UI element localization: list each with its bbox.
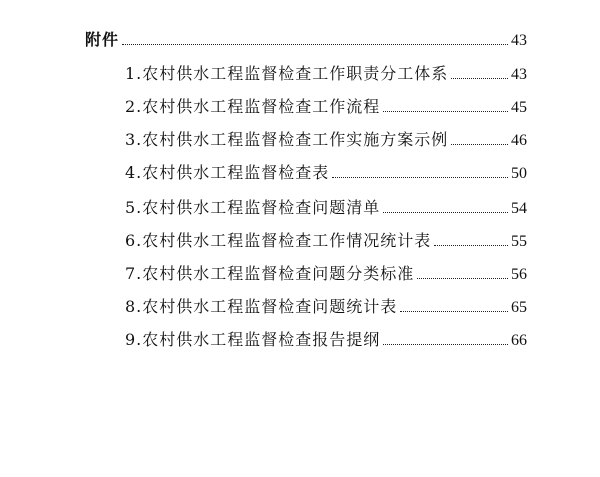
- toc-item-label: 5.农村供水工程监督检查问题清单: [125, 198, 381, 217]
- toc-item-8: [125, 297, 527, 318]
- toc-item-page: 56: [511, 266, 527, 283]
- toc-item-page: 43: [511, 66, 527, 83]
- toc-item-page: 65: [511, 299, 527, 316]
- toc-leader-dots: [383, 212, 508, 213]
- toc-item-4: [125, 163, 527, 184]
- toc-heading-page: 43: [511, 32, 527, 49]
- toc-leader-dots: [451, 144, 508, 145]
- toc-item-page: 50: [511, 165, 527, 182]
- toc-item-label: 8.农村供水工程监督检查问题统计表: [125, 297, 398, 316]
- toc-item-page: 66: [511, 332, 527, 349]
- toc-item-label: 4.农村供水工程监督检查表: [125, 163, 330, 182]
- toc-leader-dots: [383, 111, 508, 112]
- toc-item-label: 3.农村供水工程监督检查工作实施方案示例: [125, 130, 449, 149]
- toc-item-label: 9.农村供水工程监督检查报告提纲: [125, 330, 381, 349]
- toc-leader-dots: [122, 44, 508, 45]
- toc-leader-dots: [400, 311, 508, 312]
- toc-item-label: 7.农村供水工程监督检查问题分类标准: [125, 264, 415, 283]
- toc-item-7: [125, 264, 527, 285]
- toc-item-label: 1.农村供水工程监督检查工作职责分工体系: [125, 64, 449, 83]
- toc-leader-dots: [383, 344, 508, 345]
- toc-item-page: 54: [511, 200, 527, 217]
- toc-item-9: [125, 330, 527, 351]
- toc-item-page: 45: [511, 99, 527, 116]
- toc-leader-dots: [417, 278, 508, 279]
- toc-heading-row: [85, 30, 527, 51]
- toc-heading-label: 附件: [85, 30, 120, 49]
- toc-item-1: [125, 64, 527, 85]
- toc-item-3: [125, 130, 527, 151]
- toc-item-page: 55: [511, 233, 527, 250]
- toc-leader-dots: [332, 177, 508, 178]
- toc-leader-dots: [434, 245, 508, 246]
- toc-item-label: 6.农村供水工程监督检查工作情况统计表: [125, 231, 432, 250]
- toc-item-label: 2.农村供水工程监督检查工作流程: [125, 97, 381, 116]
- toc-leader-dots: [451, 78, 508, 79]
- toc-item-5: [125, 198, 527, 219]
- toc-item-6: [125, 231, 527, 252]
- toc-item-2: [125, 97, 527, 118]
- toc-item-page: 46: [511, 132, 527, 149]
